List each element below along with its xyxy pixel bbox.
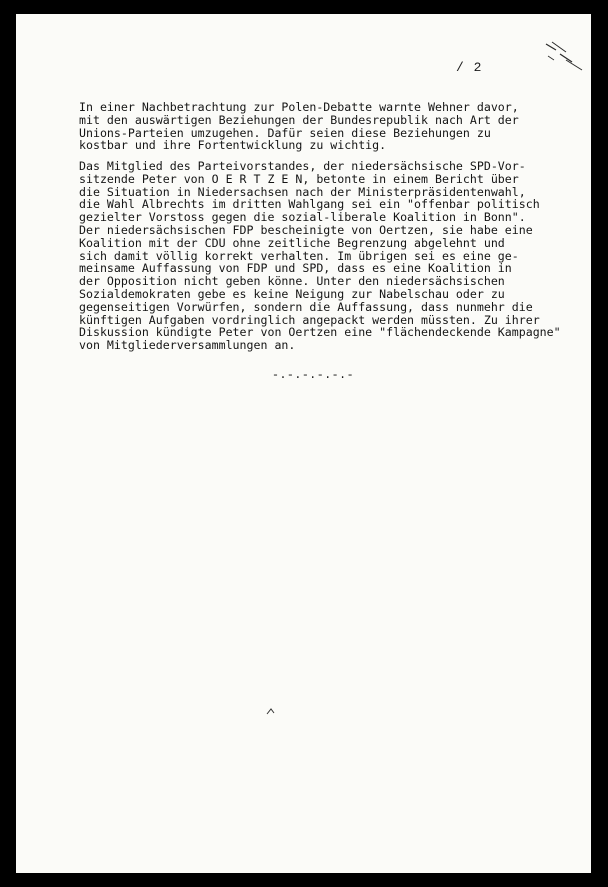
- text-line: mit den auswärtigen Beziehungen der Bundesrepublik nach Art der: [79, 112, 519, 127]
- text-line: Diskussion kündigte Peter von Oertzen eine "flächendeckende Kampagne": [79, 325, 561, 340]
- text-line: Das Mitglied des Parteivorstandes, der niedersächsische SPD-Vor-: [79, 159, 526, 173]
- corner-handwritten-mark: [542, 40, 586, 72]
- text-line: künftigen Aufgaben vordringlich angepackt werden müssten. Zu ihrer: [79, 312, 540, 327]
- section-divider: -.-.-.-.-.-: [272, 369, 355, 382]
- text-line: Koalition mit der CDU ohne zeitliche Begrenzung abgelehnt und: [79, 235, 505, 250]
- paragraph-oertzen-report: [79, 160, 561, 352]
- text-line: sich damit völlig korrekt verhalten. Im übrigen sei es eine ge-: [79, 248, 519, 263]
- text-line: Der niedersächsischen FDP bescheinigte von Oertzen, sie habe eine: [79, 222, 533, 237]
- text-line: Sozialdemokraten gebe es keine Neigung zur Nabelschau oder zu: [79, 286, 505, 301]
- ink-speck: [266, 707, 276, 715]
- text-line: gezielter Vorstoss gegen die sozial-liberale Koalition in Bonn".: [79, 210, 526, 225]
- text-line: sitzende Peter von O E R T Z E N, betonte in einem Bericht über: [79, 171, 519, 186]
- text-line: der Opposition nicht geben könne. Unter den niedersächsischen: [79, 274, 505, 289]
- text-line: von Mitgliederversammlungen an.: [79, 338, 296, 353]
- text-line: In einer Nachbetrachtung zur Polen-Debatte warnte Wehner davor,: [79, 100, 519, 114]
- text-line: gegenseitigen Vorwürfen, sondern die Auffassung, dass nunmehr die: [79, 299, 533, 314]
- text-line: meinsame Auffassung von FDP und SPD, dass es eine Koalition in: [79, 261, 512, 276]
- text-line: kostbar und ihre Fortentwicklung zu wichtig.: [79, 138, 387, 153]
- text-line: die Wahl Albrechts im dritten Wahlgang sei ein "offenbar politisch: [79, 197, 540, 212]
- text-line: Unions-Parteien umzugehen. Dafür seien diese Beziehungen zu: [79, 125, 491, 140]
- paragraph-polen-debatte: [79, 101, 519, 152]
- text-line: die Situation in Niedersachsen nach der Ministerpräsidentenwahl,: [79, 184, 526, 199]
- page-number: / 2: [456, 60, 483, 75]
